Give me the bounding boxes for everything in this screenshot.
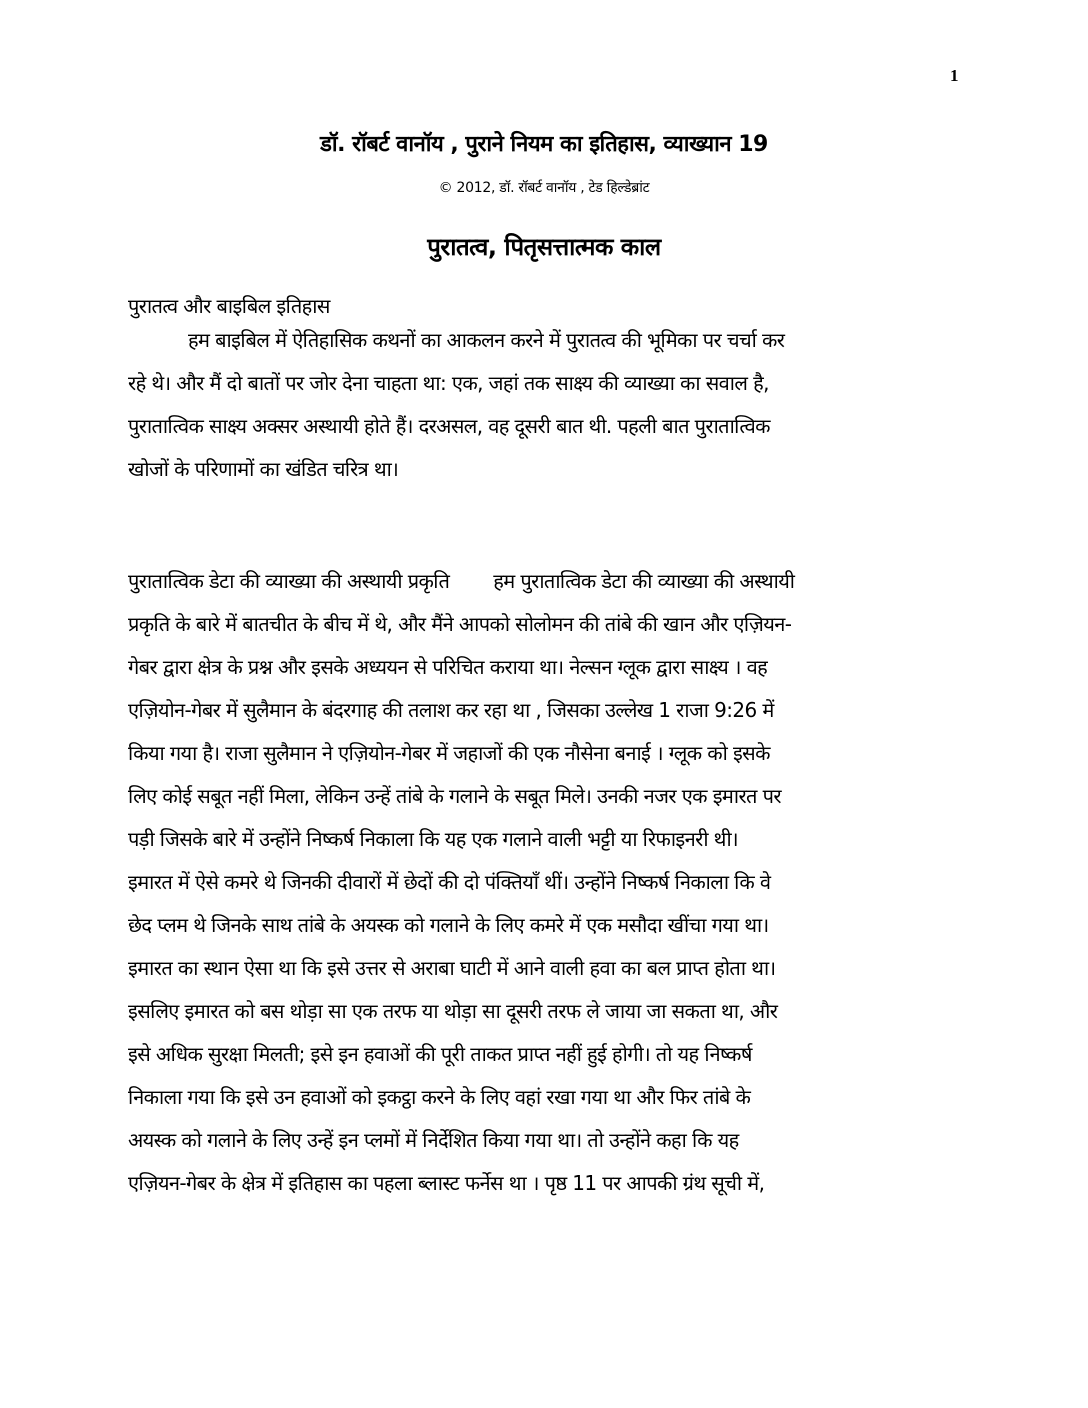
page-number: 1	[950, 66, 959, 85]
paragraph-line: गेबर द्वारा क्षेत्र के प्रश्न और इसके अध्ययन से परिचित कराया था। नेल्सन ग्लूक द्वारा साक्ष्य । वह	[128, 655, 768, 679]
section-heading-tentative-interpretation: पुरातात्विक डेटा की व्याख्या की अस्थायी प्रकृति	[128, 569, 450, 593]
copyright-line: © 2012, डॉ. रॉबर्ट वानॉय , टेड हिल्डेब्रांट	[438, 180, 650, 196]
paragraph-line: अयस्क को गलाने के लिए उन्हें इन प्लमों में निर्देशित किया गया था। तो उन्होंने कहा कि यह	[128, 1128, 739, 1152]
paragraph-line: रहे थे। और मैं दो बातों पर जोर देना चाहता था: एक, जहां तक साक्ष्य की व्याख्या का सवाल है,	[128, 371, 769, 395]
paragraph-line: लिए कोई सबूत नहीं मिला, लेकिन उन्हें तांबे के गलाने के सबूत मिले। उनकी नजर एक इमारत पर	[128, 784, 781, 808]
paragraph-line: इमारत का स्थान ऐसा था कि इसे उत्तर से अराबा घाटी में आने वाली हवा का बल प्राप्त होता था।	[128, 956, 776, 980]
document-subtitle: पुरातत्व, पितृसत्तात्मक काल	[427, 233, 661, 261]
paragraph-line: एज़ियन-गेबर के क्षेत्र में इतिहास का पहला ब्लास्ट फर्नेस था । पृष्ठ 11 पर आपकी ग्रंथ सूची में,	[128, 1171, 765, 1195]
paragraph-line: इमारत में ऐसे कमरे थे जिनकी दीवारों में छेदों की दो पंक्तियाँ थीं। उन्होंने निष्कर्ष निकाला कि वे	[128, 870, 771, 894]
paragraph-line: इसे अधिक सुरक्षा मिलती; इसे इन हवाओं की पूरी ताकत प्राप्त नहीं हुई होगी। तो यह निष्कर्ष	[128, 1042, 752, 1066]
paragraph-line: निकाला गया कि इसे उन हवाओं को इकट्ठा करने के लिए वहां रखा गया था और फिर तांबे के	[128, 1085, 751, 1109]
paragraph-line: हम बाइबिल में ऐतिहासिक कथनों का आकलन करने में पुरातत्व की भूमिका पर चर्चा कर	[188, 328, 785, 352]
paragraph-line: प्रकृति के बारे में बातचीत के बीच में थे, और मैंने आपको सोलोमन की तांबे की खान और एज़ियन-	[128, 612, 792, 636]
section-heading-archaeology-bible: पुरातत्व और बाइबिल इतिहास	[128, 294, 330, 318]
paragraph-line: हम पुरातात्विक डेटा की व्याख्या की अस्थायी	[493, 569, 795, 593]
paragraph-line: छेद प्लम थे जिनके साथ तांबे के अयस्क को गलाने के लिए कमरे में एक मसौदा खींचा गया था।	[128, 913, 769, 937]
paragraph-line: खोजों के परिणामों का खंडित चरित्र था।	[128, 457, 399, 481]
document-title: डॉ. रॉबर्ट वानॉय , पुराने नियम का इतिहास, व्याख्यान 19	[320, 132, 768, 157]
paragraph-line: पुरातात्विक साक्ष्य अक्सर अस्थायी होते हैं। दरअसल, वह दूसरी बात थी. पहली बात पुरातात्विक	[128, 414, 770, 438]
paragraph-line: इसलिए इमारत को बस थोड़ा सा एक तरफ या थोड़ा सा दूसरी तरफ ले जाया जा सकता था, और	[128, 999, 778, 1023]
paragraph-line: किया गया है। राजा सुलैमान ने एज़ियोन-गेबर में जहाजों की एक नौसेना बनाई । ग्लूक को इसके	[128, 741, 770, 765]
paragraph-first-line	[128, 567, 794, 595]
paragraph-line: एज़ियोन-गेबर में सुलैमान के बंदरगाह की तलाश कर रहा था , जिसका उल्लेख 1 राजा 9:26 में	[128, 698, 774, 722]
paragraph-line: पड़ी जिसके बारे में उन्होंने निष्कर्ष निकाला कि यह एक गलाने वाली भट्टी या रिफाइनरी थी।	[128, 827, 739, 851]
